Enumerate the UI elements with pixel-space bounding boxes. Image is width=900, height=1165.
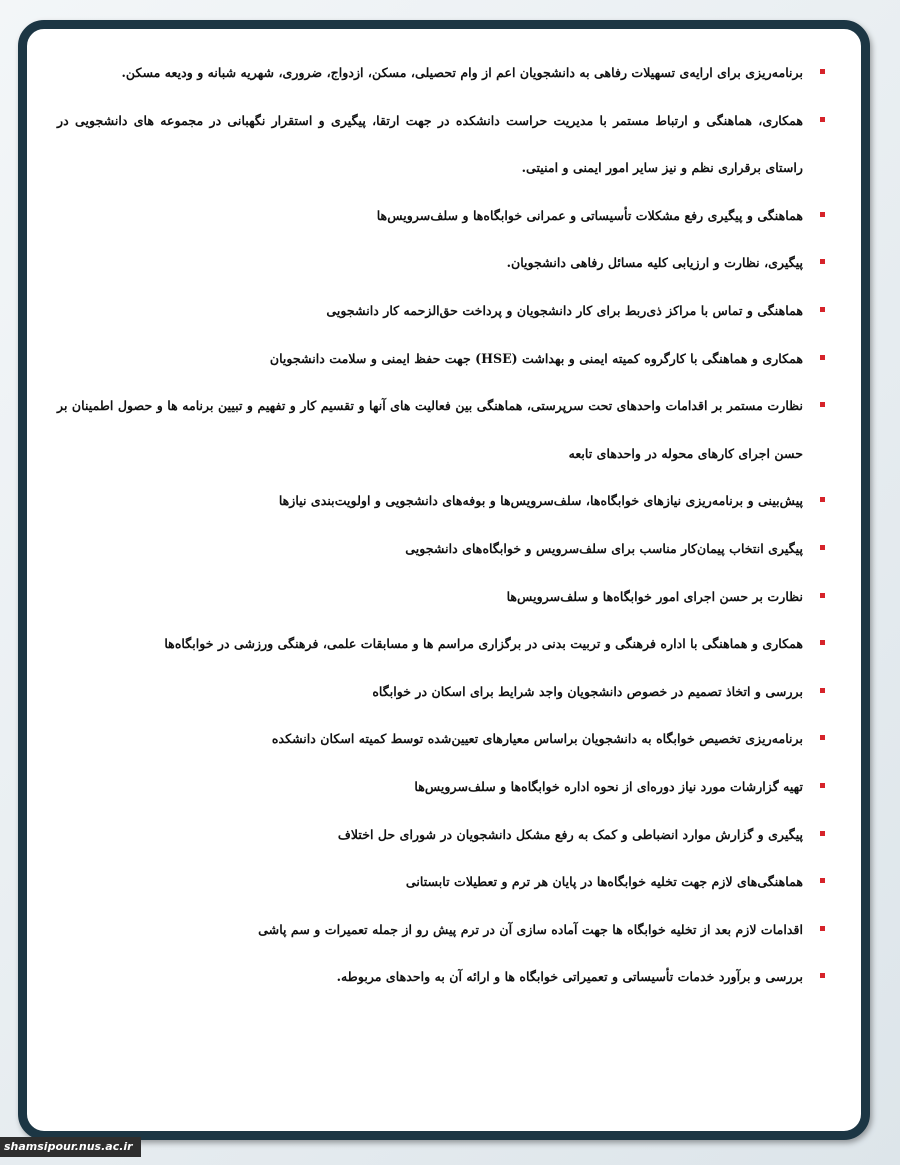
duties-list	[57, 49, 833, 1001]
bullet-icon	[820, 69, 825, 74]
list-item	[57, 192, 833, 240]
bullet-icon	[820, 640, 825, 645]
list-item-text: هماهنگی‌های لازم جهت تخلیه خوابگاه‌ها در پایان هر ترم و تعطیلات تابستانی	[405, 874, 803, 890]
list-item	[57, 906, 833, 954]
list-item-text: نظارت بر حسن اجرای امور خوابگاه‌ها و سلف‌سرویس‌ها	[506, 588, 803, 604]
list-item	[57, 49, 833, 97]
list-item-text: بررسی و اتخاذ تصمیم در خصوص دانشجویان واجد شرایط برای اسکان در خوابگاه	[372, 683, 803, 699]
list-item-text: برنامه‌ریزی تخصیص خوابگاه به دانشجویان براساس معیارهای تعیین‌شده توسط کمیته اسکان دانشکده	[271, 731, 803, 747]
list-item	[57, 97, 833, 192]
list-item-text: برنامه‌ریزی برای ارایه‌ی تسهیلات رفاهی به دانشجویان اعم از وام تحصیلی، مسکن، ازدواج، ضروری، شهریه شبانه و ودیعه مسکن.	[121, 65, 803, 80]
list-item	[57, 382, 833, 477]
bullet-icon	[820, 783, 825, 788]
list-item	[57, 715, 833, 763]
list-item-text: پیگیری انتخاب پیمان‌کار مناسب برای سلف‌سرویس و خوابگاه‌های دانشجویی	[405, 540, 803, 556]
list-item	[57, 287, 833, 335]
bullet-icon	[820, 212, 825, 217]
bullet-icon	[820, 402, 825, 407]
bullet-icon	[820, 497, 825, 502]
list-item	[57, 811, 833, 859]
bullet-icon	[820, 831, 825, 836]
bullet-icon	[820, 117, 825, 122]
list-item	[57, 763, 833, 811]
list-item	[57, 239, 833, 287]
list-item-text: پیگیری و گزارش موارد انضباطی و کمک به رفع مشکل دانشجویان در شورای حل اختلاف	[337, 826, 803, 842]
list-item-text: همکاری، هماهنگی و ارتباط مستمر با مدیریت حراست دانشکده در جهت ارتقا، پیگیری و استقرار نگهبانی در مجموعه های دانشجویی در راستای برقراری نظم و نیز سایر امور ایمنی و امنیتی.	[57, 112, 803, 176]
list-item	[57, 525, 833, 573]
bullet-icon	[820, 878, 825, 883]
bullet-icon	[820, 307, 825, 312]
list-item	[57, 953, 833, 1001]
list-item	[57, 477, 833, 525]
bullet-icon	[820, 973, 825, 978]
list-item-text: هماهنگی و پیگیری رفع مشکلات تأسیساتی و عمرانی خوابگاه‌ها و سلف‌سرویس‌ها	[376, 207, 803, 223]
list-item	[57, 858, 833, 906]
list-item	[57, 620, 833, 668]
bullet-icon	[820, 259, 825, 264]
list-item	[57, 573, 833, 621]
list-item-text: اقدامات لازم بعد از تخلیه خوابگاه ها جهت آماده سازی آن در ترم پیش رو از جمله تعمیرات و سم پاشی	[258, 921, 803, 937]
list-item	[57, 335, 833, 383]
list-item-text: پیش‌بینی و برنامه‌ریزی نیازهای خوابگاه‌ها، سلف‌سرویس‌ها و بوفه‌های دانشجویی و اولویت‌بندی نیازها	[278, 493, 803, 509]
bullet-icon	[820, 735, 825, 740]
list-item-text: پیگیری، نظارت و ارزیابی کلیه مسائل رفاهی دانشجویان.	[506, 255, 803, 271]
site-watermark: shamsipour.nus.ac.ir	[0, 1137, 141, 1157]
list-item	[57, 668, 833, 716]
list-item-text: بررسی و برآورد خدمات تأسیساتی و تعمیراتی خوابگاه ها و ارائه آن به واحدهای مربوطه.	[336, 969, 803, 985]
list-item-text: نظارت مستمر بر اقدامات واحدهای تحت سرپرستی، هماهنگی بین فعالیت های آنها و تقسیم کار و تفهیم و تبیین برنامه ها و حصول اطمینان بر حسن اجرای کارهای محوله در واحدهای تابعه	[57, 398, 803, 461]
list-item-text: همکاری و هماهنگی با اداره فرهنگی و تربیت بدنی در برگزاری مراسم ها و مسابقات علمی، فرهنگی ورزشی در خوابگاه‌ها	[164, 636, 803, 652]
list-item-text: تهیه گزارشات مورد نیاز دوره‌ای از نحوه اداره خوابگاه‌ها و سلف‌سرویس‌ها	[414, 778, 803, 794]
bullet-icon	[820, 688, 825, 693]
bullet-icon	[820, 926, 825, 931]
bullet-icon	[820, 593, 825, 598]
bullet-icon	[820, 545, 825, 550]
list-item-text: همکاری و هماهنگی با کارگروه کمیته ایمنی و بهداشت (HSE) جهت حفظ ایمنی و سلامت دانشجویان	[269, 350, 803, 366]
document-frame	[18, 20, 870, 1140]
list-item-text: هماهنگی و تماس با مراکز ذی‌ربط برای کار دانشجویان و پرداخت حق‌الزحمه کار دانشجویی	[326, 302, 803, 318]
bullet-icon	[820, 355, 825, 360]
